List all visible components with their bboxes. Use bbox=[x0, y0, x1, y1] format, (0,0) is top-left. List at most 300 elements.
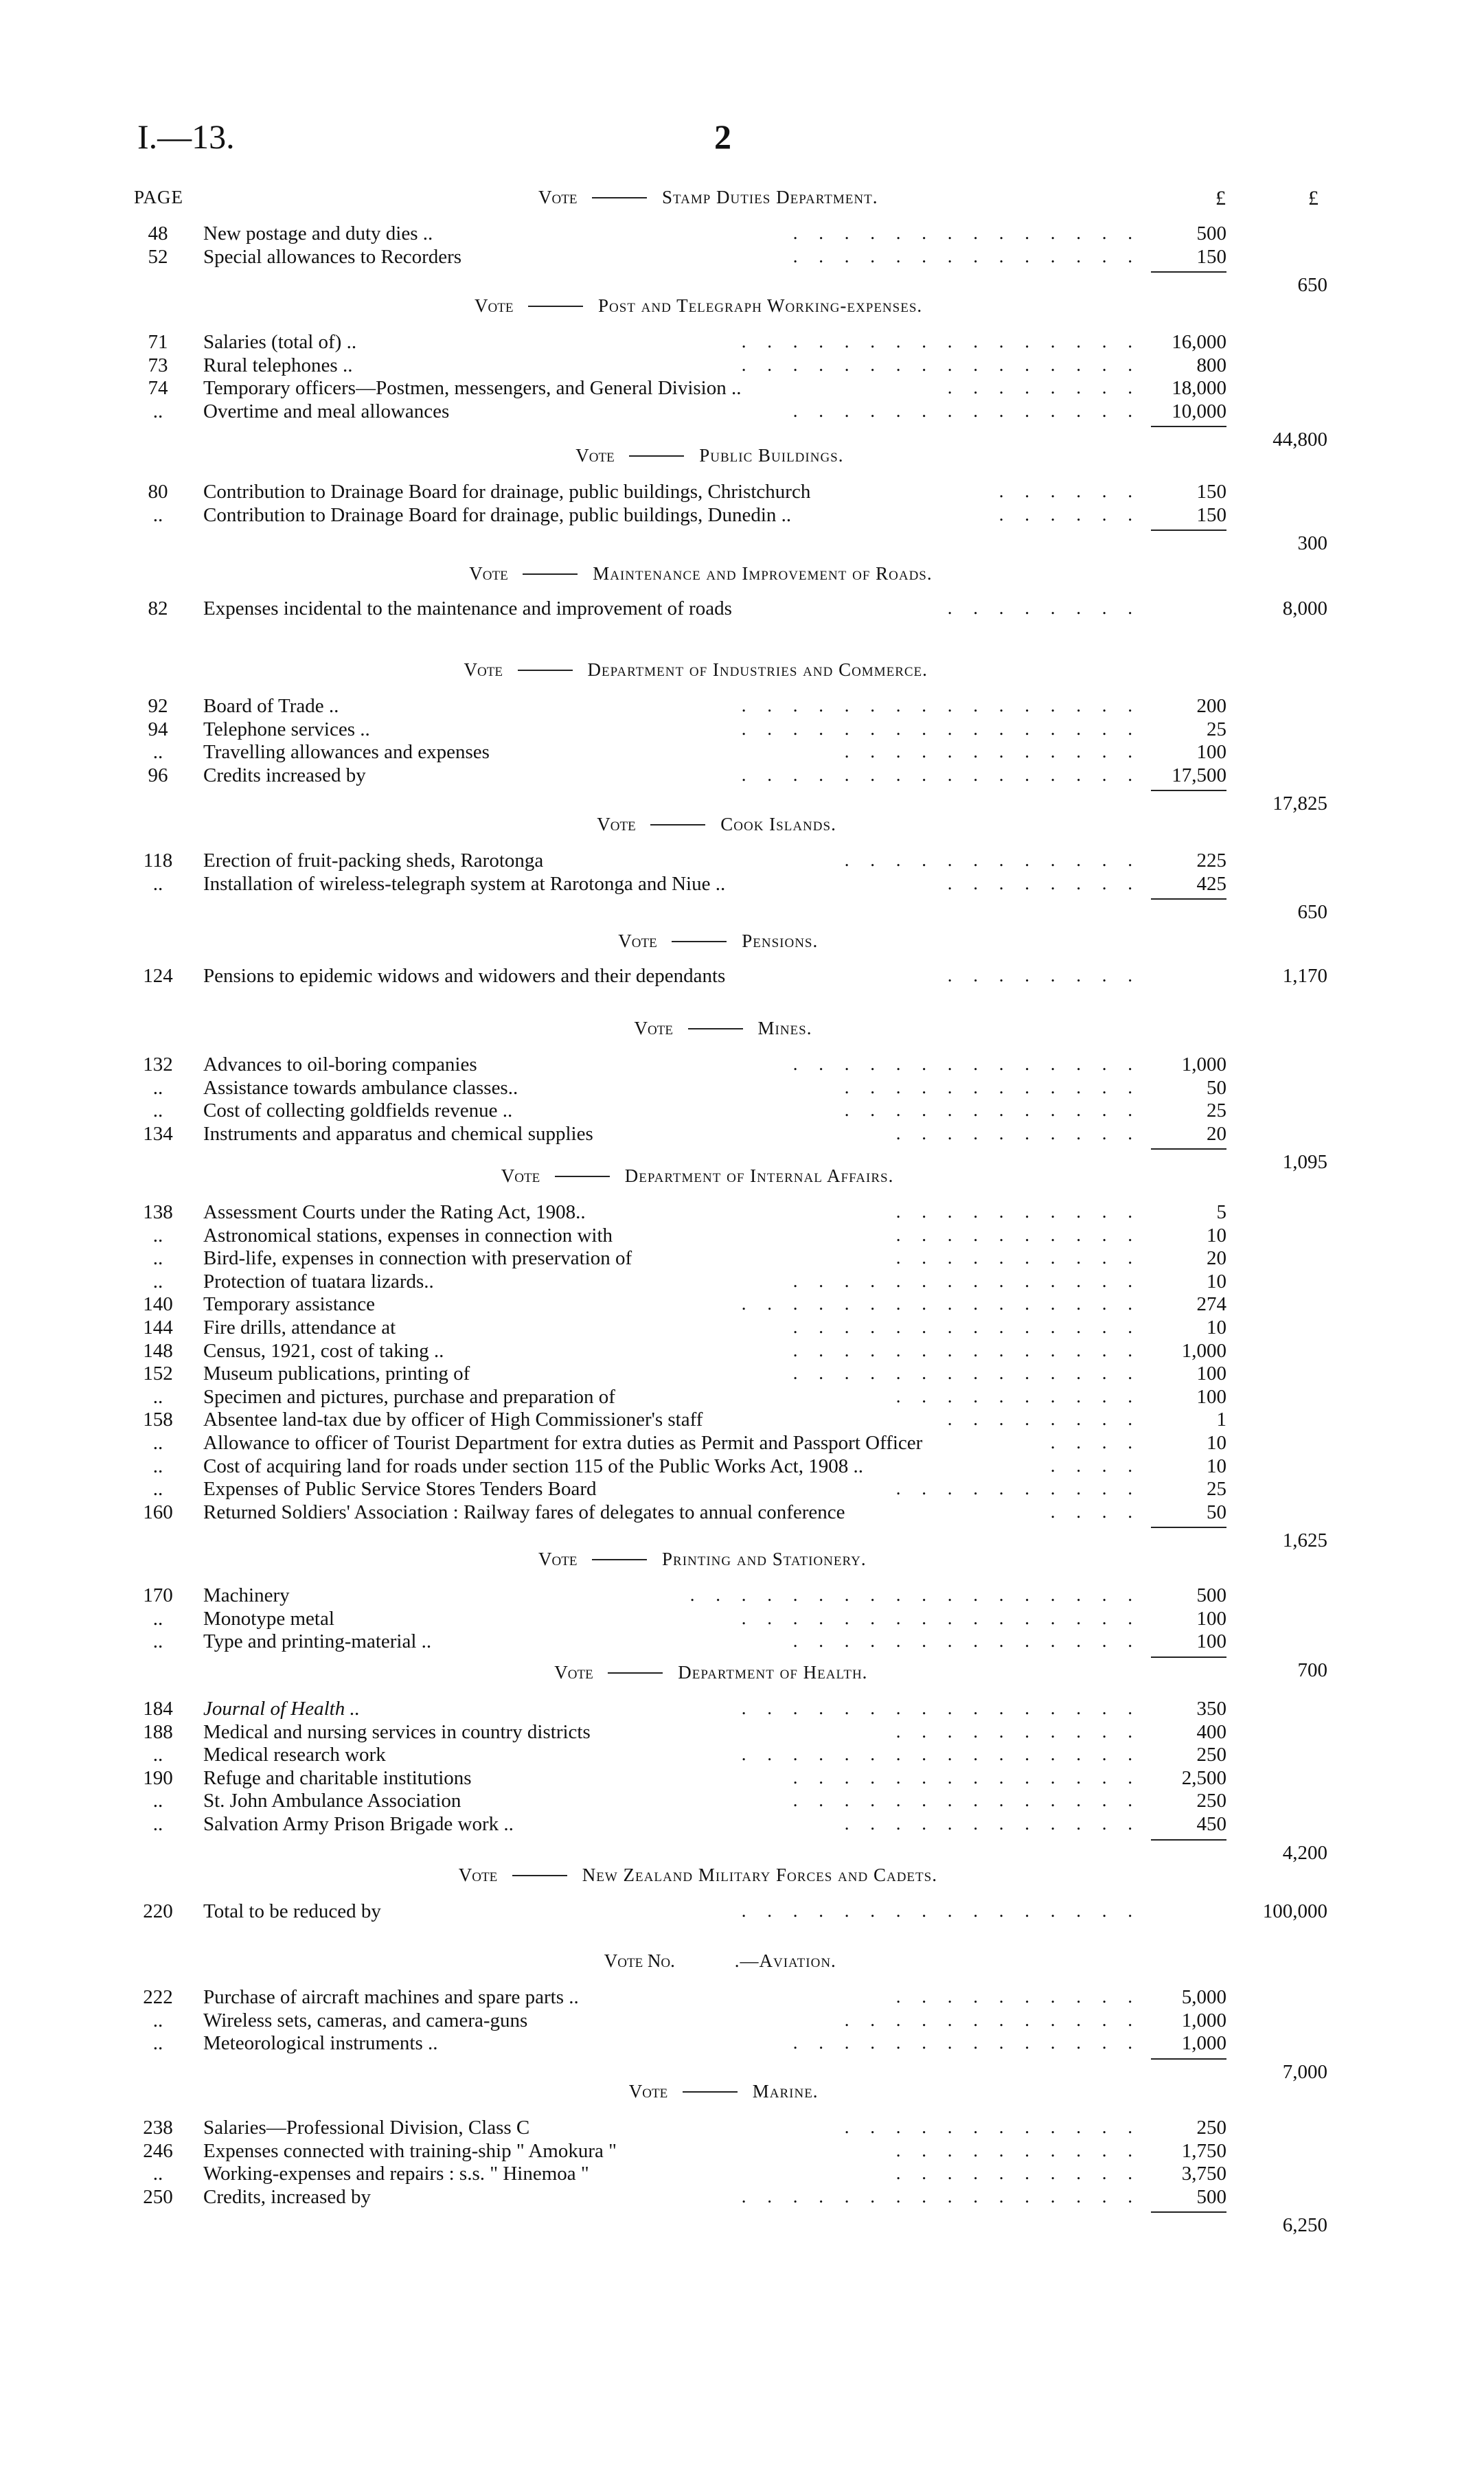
leader-dots: . . . . . . . . . . . . . . bbox=[792, 223, 1134, 243]
item-description: Installation of wireless-telegraph system at Rarotonga and Niue .. bbox=[203, 872, 726, 895]
page-ref: .. bbox=[152, 1790, 163, 1812]
item-amount: 425 bbox=[1196, 872, 1226, 895]
leader-dots: . . . . . . . . . . bbox=[895, 1201, 1134, 1222]
vote-name: Department of Internal Affairs. bbox=[624, 1165, 894, 1186]
section-total: 650 bbox=[1297, 901, 1327, 924]
page-ref: .. bbox=[152, 1247, 163, 1270]
item-amount: 274 bbox=[1196, 1293, 1226, 1316]
item-description: Expenses incidental to the maintenance and improvement of roads bbox=[203, 597, 732, 619]
page-ref: .. bbox=[152, 1076, 163, 1099]
section-total: 700 bbox=[1297, 1659, 1327, 1681]
vote-label: Vote bbox=[501, 1165, 540, 1186]
item-description: Medical research work bbox=[203, 1744, 386, 1766]
vote-label: Vote bbox=[469, 563, 508, 584]
item-description: Census, 1921, cost of taking .. bbox=[203, 1339, 444, 1362]
item-amount: 10 bbox=[1207, 1317, 1226, 1339]
leader-dots: . . . . . . . . bbox=[947, 377, 1134, 398]
item-amount: 10 bbox=[1207, 1270, 1226, 1293]
line-item bbox=[0, 1386, 1484, 1409]
vote-name: Stamp Duties Department. bbox=[662, 187, 878, 207]
item-amount: 1,000 bbox=[1181, 2032, 1226, 2055]
item-amount: 10,000 bbox=[1172, 400, 1226, 422]
subtotal-rule bbox=[1151, 1656, 1226, 1658]
vote-heading bbox=[0, 1662, 1484, 1685]
leader-dots: . . . . . . . . . . . . . . . . bbox=[741, 764, 1134, 785]
item-amount: 250 bbox=[1196, 2117, 1226, 2139]
line-item bbox=[0, 965, 1484, 988]
page-ref: .. bbox=[152, 2009, 163, 2031]
line-item bbox=[0, 2009, 1484, 2032]
line-item bbox=[0, 1271, 1484, 1293]
leader-dots: . . . . . . . . . . . . bbox=[844, 741, 1134, 762]
item-amount: 25 bbox=[1207, 718, 1226, 740]
item-description: Journal of Health .. bbox=[203, 1698, 360, 1720]
vote-heading bbox=[0, 1950, 1484, 1974]
item-description: St. John Ambulance Association bbox=[203, 1790, 461, 1812]
leader-dots: . . . . . . . . . . . . . . bbox=[792, 2032, 1134, 2053]
item-amount: 1,750 bbox=[1181, 2139, 1226, 2162]
leader-dots: . . . . . . . . . . . . bbox=[844, 1076, 1134, 1097]
line-item bbox=[0, 1501, 1484, 1524]
item-description: Absentee land-tax due by officer of High Commissioner's staff bbox=[203, 1409, 703, 1431]
leader-dots: . . . . . . . . . . . . bbox=[844, 2009, 1134, 2030]
vote-dash-rule bbox=[592, 197, 647, 198]
item-amount: 1,000 bbox=[1181, 1054, 1226, 1075]
item-amount: 50 bbox=[1207, 1501, 1226, 1523]
leader-dots: . . . . . . . . . . . . . . bbox=[792, 1317, 1134, 1337]
leader-dots: . . . . bbox=[1050, 1432, 1134, 1453]
vote-name: Maintenance and Improvement of Roads. bbox=[593, 563, 933, 584]
item-description: Assessment Courts under the Rating Act, 1908.. bbox=[203, 1201, 586, 1223]
page-ref: .. bbox=[152, 1432, 163, 1454]
page-ref: .. bbox=[152, 400, 163, 422]
item-description: Medical and nursing services in country districts bbox=[203, 1720, 591, 1743]
vote-dash-rule bbox=[512, 1875, 567, 1876]
subtotal-rule bbox=[1151, 2058, 1226, 2060]
page-ref: 246 bbox=[143, 2139, 173, 2162]
item-amount: 450 bbox=[1196, 1813, 1226, 1835]
item-description: Returned Soldiers' Association : Railway fares of delegates to annual conference bbox=[203, 1501, 845, 1523]
line-item bbox=[0, 400, 1484, 423]
section-total: 1,095 bbox=[1282, 1151, 1327, 1174]
line-item bbox=[0, 1340, 1484, 1363]
item-amount: 1 bbox=[1216, 1409, 1226, 1431]
item-description: Contribution to Drainage Board for drainage, public buildings, Dunedin .. bbox=[203, 503, 792, 526]
leader-dots: . . . . . . . . . . . . . . . . bbox=[741, 331, 1134, 352]
section-total: 17,825 bbox=[1272, 793, 1327, 815]
vote-dash-rule bbox=[523, 573, 578, 575]
item-description: Credits, increased by bbox=[203, 2185, 372, 2208]
vote-label: Vote bbox=[597, 814, 636, 834]
leader-dots: . . . . . . . . . . . . . . . . bbox=[741, 1698, 1134, 1718]
leader-dots: . . . . . . . . . . . . . . . . bbox=[741, 695, 1134, 716]
page-ref: .. bbox=[152, 1100, 163, 1122]
vote-name: Department of Industries and Commerce. bbox=[587, 659, 928, 680]
line-item bbox=[0, 1247, 1484, 1270]
item-amount: 100 bbox=[1196, 741, 1226, 764]
item-description: Allowance to officer of Tourist Department for extra duties as Permit and Passport Officer bbox=[203, 1432, 923, 1454]
item-description: Telephone services .. bbox=[203, 718, 370, 740]
vote-label: Vote No. bbox=[604, 1950, 675, 1971]
page-ref: 134 bbox=[143, 1122, 173, 1145]
page-ref: 250 bbox=[143, 2185, 173, 2208]
section-total: 6,250 bbox=[1282, 2214, 1327, 2237]
item-amount: 10 bbox=[1207, 1224, 1226, 1246]
line-item bbox=[0, 1630, 1484, 1653]
line-item bbox=[0, 1767, 1484, 1790]
leader-dots: . . . . . . . . bbox=[947, 1409, 1134, 1430]
page-ref: 138 bbox=[143, 1201, 173, 1223]
page-column-header: PAGE bbox=[134, 187, 184, 207]
page-ref: 96 bbox=[148, 764, 168, 786]
line-item bbox=[0, 1744, 1484, 1766]
leader-dots: . . . . . . . . . . . . . . . . bbox=[741, 1607, 1134, 1628]
page-ref: 152 bbox=[143, 1363, 173, 1385]
vote-name: New Zealand Military Forces and Cadets. bbox=[582, 1865, 937, 1885]
item-description: Instruments and apparatus and chemical supplies bbox=[203, 1122, 593, 1145]
page-ref: .. bbox=[152, 1744, 163, 1766]
section-total: 1,170 bbox=[1282, 965, 1327, 987]
line-item bbox=[0, 1409, 1484, 1431]
item-description: Total to be reduced by bbox=[203, 1900, 381, 1922]
vote-name: Post and Telegraph Working-expenses. bbox=[598, 295, 923, 316]
leader-dots: . . . . . . . . . . . . . . bbox=[792, 1630, 1134, 1652]
item-description: Assistance towards ambulance classes.. bbox=[203, 1076, 518, 1099]
vote-name: Mines. bbox=[757, 1018, 812, 1038]
item-amount: 5,000 bbox=[1181, 1986, 1226, 2008]
item-amount: 200 bbox=[1196, 695, 1226, 717]
item-amount: 1,000 bbox=[1181, 1339, 1226, 1362]
line-item bbox=[0, 2186, 1484, 2209]
total-column-header: £ bbox=[1308, 187, 1319, 209]
section-total: 100,000 bbox=[1262, 1900, 1327, 1922]
leader-dots: . . . . . . . . . . . . . . . . bbox=[741, 2185, 1134, 2207]
item-description: Cost of collecting goldfields revenue .. bbox=[203, 1100, 513, 1122]
item-amount: 10 bbox=[1207, 1432, 1226, 1454]
line-item bbox=[0, 1100, 1484, 1122]
item-description: Working-expenses and repairs : s.s. " Hinemoa " bbox=[203, 2163, 589, 2185]
page-ref: 238 bbox=[143, 2117, 173, 2139]
line-item bbox=[0, 481, 1484, 503]
vote-dash-rule bbox=[518, 670, 573, 671]
item-description: Pensions to epidemic widows and widowers and their dependants bbox=[203, 965, 726, 987]
item-description: Meteorological instruments .. bbox=[203, 2032, 438, 2055]
subtotal-rule bbox=[1151, 530, 1226, 531]
line-item bbox=[0, 850, 1484, 872]
document-reference: I.—13. bbox=[137, 117, 235, 156]
item-amount: 50 bbox=[1207, 1076, 1226, 1099]
line-item bbox=[0, 1608, 1484, 1630]
leader-dots: . . . . . . . . . . . . . . bbox=[792, 1054, 1134, 1074]
leader-dots: . . . . . . bbox=[998, 503, 1134, 525]
page-ref: .. bbox=[152, 1224, 163, 1246]
vote-heading bbox=[0, 1165, 1484, 1189]
item-amount: 500 bbox=[1196, 2185, 1226, 2208]
item-amount: 3,750 bbox=[1181, 2163, 1226, 2185]
item-description: Expenses connected with training-ship " Amokura " bbox=[203, 2139, 617, 2162]
leader-dots: . . . . . . bbox=[998, 481, 1134, 501]
item-description: Type and printing-material .. bbox=[203, 1630, 432, 1653]
section-total: 1,625 bbox=[1282, 1529, 1327, 1552]
page-ref: 132 bbox=[143, 1054, 173, 1075]
leader-dots: . . . . . . . . . . . . . . bbox=[792, 1339, 1134, 1360]
item-description: Machinery bbox=[203, 1584, 290, 1606]
leader-dots: . . . . . . . . . . . . . . bbox=[792, 1790, 1134, 1811]
item-description: Overtime and meal allowances bbox=[203, 400, 450, 422]
subtotal-rule bbox=[1151, 898, 1226, 900]
item-amount: 150 bbox=[1196, 481, 1226, 503]
vote-name: Cook Islands. bbox=[720, 814, 836, 834]
line-item bbox=[0, 1077, 1484, 1100]
page-ref: 222 bbox=[143, 1986, 173, 2008]
vote-label: Vote bbox=[538, 1549, 578, 1569]
page-ref: .. bbox=[152, 1455, 163, 1477]
item-amount: 250 bbox=[1196, 1790, 1226, 1812]
page-ref: .. bbox=[152, 1607, 163, 1630]
item-description: Salaries—Professional Division, Class C bbox=[203, 2117, 530, 2139]
vote-name: Public Buildings. bbox=[699, 445, 844, 466]
line-item bbox=[0, 1813, 1484, 1836]
item-description: Protection of tuatara lizards.. bbox=[203, 1270, 434, 1293]
item-amount: 10 bbox=[1207, 1455, 1226, 1477]
page-ref: .. bbox=[152, 1478, 163, 1501]
vote-heading bbox=[0, 1018, 1484, 1041]
leader-dots: . . . . bbox=[1050, 1501, 1134, 1522]
vote-dash-rule bbox=[629, 455, 684, 457]
item-description: Cost of acquiring land for roads under section 115 of the Public Works Act, 1908 .. bbox=[203, 1455, 863, 1477]
line-item bbox=[0, 1721, 1484, 1744]
page-ref: 71 bbox=[148, 331, 168, 353]
item-amount: 16,000 bbox=[1172, 331, 1226, 353]
page-ref: 144 bbox=[143, 1317, 173, 1339]
line-item bbox=[0, 1123, 1484, 1146]
page-ref: .. bbox=[152, 1385, 163, 1408]
line-item bbox=[0, 1900, 1484, 1923]
line-item bbox=[0, 597, 1484, 620]
item-description: Purchase of aircraft machines and spare parts .. bbox=[203, 1986, 579, 2008]
line-item bbox=[0, 246, 1484, 269]
vote-label: Vote bbox=[475, 295, 514, 316]
item-amount: 17,500 bbox=[1172, 764, 1226, 786]
subtotal-rule bbox=[1151, 426, 1226, 427]
item-description: Temporary assistance bbox=[203, 1293, 376, 1316]
line-item bbox=[0, 504, 1484, 527]
page-ref: 148 bbox=[143, 1339, 173, 1362]
page-ref: 73 bbox=[148, 354, 168, 376]
section-total: 4,200 bbox=[1282, 1841, 1327, 1864]
line-item bbox=[0, 718, 1484, 741]
page-ref: 158 bbox=[143, 1409, 173, 1431]
vote-name: .—Aviation. bbox=[734, 1950, 836, 1971]
item-amount: 1,000 bbox=[1181, 2009, 1226, 2031]
item-description: Salvation Army Prison Brigade work .. bbox=[203, 1813, 514, 1835]
page-ref: 190 bbox=[143, 1766, 173, 1789]
vote-label: Vote bbox=[575, 445, 615, 466]
leader-dots: . . . . bbox=[1050, 1455, 1134, 1476]
vote-label: Vote bbox=[628, 2081, 668, 2102]
page-number: 2 bbox=[714, 117, 731, 156]
item-amount: 100 bbox=[1196, 1363, 1226, 1385]
vote-heading bbox=[0, 1865, 1484, 1888]
item-description: Salaries (total of) .. bbox=[203, 331, 357, 353]
page-ref: 160 bbox=[143, 1501, 173, 1523]
item-description: Special allowances to Recorders bbox=[203, 245, 462, 268]
item-amount: 800 bbox=[1196, 354, 1226, 376]
page-ref: 124 bbox=[143, 965, 173, 987]
vote-label: Vote bbox=[618, 931, 657, 951]
item-description: Refuge and charitable institutions bbox=[203, 1766, 472, 1789]
vote-dash-rule bbox=[650, 824, 705, 826]
leader-dots: . . . . . . . . . . bbox=[895, 2163, 1134, 2184]
leader-dots: . . . . . . . . . . . . . . . . . . bbox=[689, 1584, 1134, 1605]
page-ref: 80 bbox=[148, 481, 168, 503]
leader-dots: . . . . . . . . . . . . bbox=[844, 1813, 1134, 1834]
leader-dots: . . . . . . . . . . . . . . bbox=[792, 1766, 1134, 1788]
item-description: Travelling allowances and expenses bbox=[203, 741, 490, 764]
page-ref: 92 bbox=[148, 695, 168, 717]
line-item bbox=[0, 223, 1484, 245]
vote-name: Department of Health. bbox=[678, 1662, 868, 1683]
page-ref: .. bbox=[152, 741, 163, 764]
page-ref: 74 bbox=[148, 377, 168, 400]
leader-dots: . . . . . . . . . . bbox=[895, 1122, 1134, 1143]
section-total: 300 bbox=[1297, 532, 1327, 555]
leader-dots: . . . . . . . . bbox=[947, 872, 1134, 893]
item-amount: 25 bbox=[1207, 1100, 1226, 1122]
line-item bbox=[0, 2032, 1484, 2055]
item-description: Contribution to Drainage Board for drainage, public buildings, Christchurch bbox=[203, 481, 811, 503]
line-item bbox=[0, 1432, 1484, 1455]
page-header bbox=[0, 117, 1484, 165]
leader-dots: . . . . . . . . . . . . . . . . bbox=[741, 718, 1134, 739]
leader-dots: . . . . . . . . . . . . . . bbox=[792, 245, 1134, 266]
item-amount: 2,500 bbox=[1181, 1766, 1226, 1789]
leader-dots: . . . . . . . . . . bbox=[895, 2139, 1134, 2161]
line-item bbox=[0, 764, 1484, 787]
line-item bbox=[0, 377, 1484, 400]
item-amount: 100 bbox=[1196, 1607, 1226, 1630]
page-ref: 188 bbox=[143, 1720, 173, 1743]
page-ref: 220 bbox=[143, 1900, 173, 1922]
leader-dots: . . . . . . . . . . bbox=[895, 1224, 1134, 1245]
vote-dash-rule bbox=[528, 306, 583, 307]
line-item bbox=[0, 1478, 1484, 1501]
line-item bbox=[0, 2163, 1484, 2185]
leader-dots: . . . . . . . . . . bbox=[895, 1720, 1134, 1742]
item-amount: 250 bbox=[1196, 1744, 1226, 1766]
page-ref: .. bbox=[152, 1630, 163, 1653]
vote-heading bbox=[0, 659, 1484, 683]
item-description: Advances to oil-boring companies bbox=[203, 1054, 477, 1075]
vote-heading bbox=[0, 931, 1484, 954]
item-amount: 5 bbox=[1216, 1201, 1226, 1223]
line-item bbox=[0, 1317, 1484, 1339]
vote-dash-rule bbox=[592, 1559, 647, 1560]
line-item bbox=[0, 1225, 1484, 1247]
vote-dash-rule bbox=[683, 2091, 738, 2093]
line-item bbox=[0, 1201, 1484, 1224]
item-description: Credits increased by bbox=[203, 764, 366, 786]
leader-dots: . . . . . . . . . . bbox=[895, 1385, 1134, 1407]
subtotal-rule bbox=[1151, 271, 1226, 273]
item-amount: 225 bbox=[1196, 850, 1226, 872]
section-total: 8,000 bbox=[1282, 597, 1327, 619]
leader-dots: . . . . . . . . . . . . . . bbox=[792, 1363, 1134, 1384]
line-item bbox=[0, 354, 1484, 377]
vote-name: Pensions. bbox=[742, 931, 819, 951]
line-item bbox=[0, 695, 1484, 718]
leader-dots: . . . . . . . . . . . . . . . . bbox=[741, 1900, 1134, 1921]
leader-dots: . . . . . . . . . . . . . . bbox=[792, 400, 1134, 421]
vote-dash-rule bbox=[555, 1176, 610, 1177]
line-item bbox=[0, 1790, 1484, 1812]
item-description: Wireless sets, cameras, and camera-guns bbox=[203, 2009, 528, 2031]
leader-dots: . . . . . . . . . . bbox=[895, 1986, 1134, 2007]
vote-dash-rule bbox=[672, 941, 727, 942]
vote-label: Vote bbox=[634, 1018, 673, 1038]
item-amount: 25 bbox=[1207, 1478, 1226, 1501]
vote-heading bbox=[0, 445, 1484, 468]
item-description: Rural telephones .. bbox=[203, 354, 353, 376]
vote-label: Vote bbox=[538, 187, 578, 207]
vote-label: Vote bbox=[458, 1865, 498, 1885]
page-ref: .. bbox=[152, 503, 163, 526]
item-description: New postage and duty dies .. bbox=[203, 223, 433, 244]
line-item bbox=[0, 331, 1484, 354]
item-description: Erection of fruit-packing sheds, Rarotonga bbox=[203, 850, 544, 872]
line-item bbox=[0, 1584, 1484, 1607]
line-item bbox=[0, 1054, 1484, 1076]
line-item bbox=[0, 2117, 1484, 2139]
page-ref: .. bbox=[152, 2163, 163, 2185]
item-amount: 20 bbox=[1207, 1247, 1226, 1270]
vote-heading bbox=[0, 814, 1484, 837]
page-ref: 94 bbox=[148, 718, 168, 740]
item-description: Board of Trade .. bbox=[203, 695, 339, 717]
leader-dots: . . . . . . . . . . bbox=[895, 1478, 1134, 1499]
page-ref: .. bbox=[152, 872, 163, 895]
leader-dots: . . . . . . . . . . . . . . . . bbox=[741, 354, 1134, 375]
page-ref: 52 bbox=[148, 245, 168, 268]
subtotal-rule bbox=[1151, 790, 1226, 791]
leader-dots: . . . . . . . . bbox=[947, 597, 1134, 618]
section-total: 7,000 bbox=[1282, 2060, 1327, 2083]
section-total: 44,800 bbox=[1272, 429, 1327, 451]
item-description: Specimen and pictures, purchase and preparation of bbox=[203, 1385, 615, 1408]
leader-dots: . . . . . . . . . . . . . . bbox=[792, 1270, 1134, 1291]
vote-name: Printing and Stationery. bbox=[662, 1549, 867, 1569]
item-amount: 100 bbox=[1196, 1630, 1226, 1653]
item-description: Fire drills, attendance at bbox=[203, 1317, 396, 1339]
leader-dots: . . . . . . . . . . . . bbox=[844, 850, 1134, 870]
vote-heading bbox=[0, 187, 1484, 210]
item-amount: 500 bbox=[1196, 1584, 1226, 1606]
line-item bbox=[0, 2140, 1484, 2163]
vote-label: Vote bbox=[554, 1662, 593, 1683]
page-ref: .. bbox=[152, 1813, 163, 1835]
line-item bbox=[0, 1363, 1484, 1385]
line-item bbox=[0, 1455, 1484, 1478]
vote-name: Marine. bbox=[752, 2081, 819, 2102]
line-item bbox=[0, 873, 1484, 896]
item-amount: 400 bbox=[1196, 1720, 1226, 1743]
item-description: Museum publications, printing of bbox=[203, 1363, 470, 1385]
page-ref: 118 bbox=[143, 850, 173, 872]
page-ref: .. bbox=[152, 1270, 163, 1293]
item-description: Monotype metal bbox=[203, 1607, 334, 1630]
vote-label: Vote bbox=[464, 659, 503, 680]
page-ref: 140 bbox=[143, 1293, 173, 1316]
